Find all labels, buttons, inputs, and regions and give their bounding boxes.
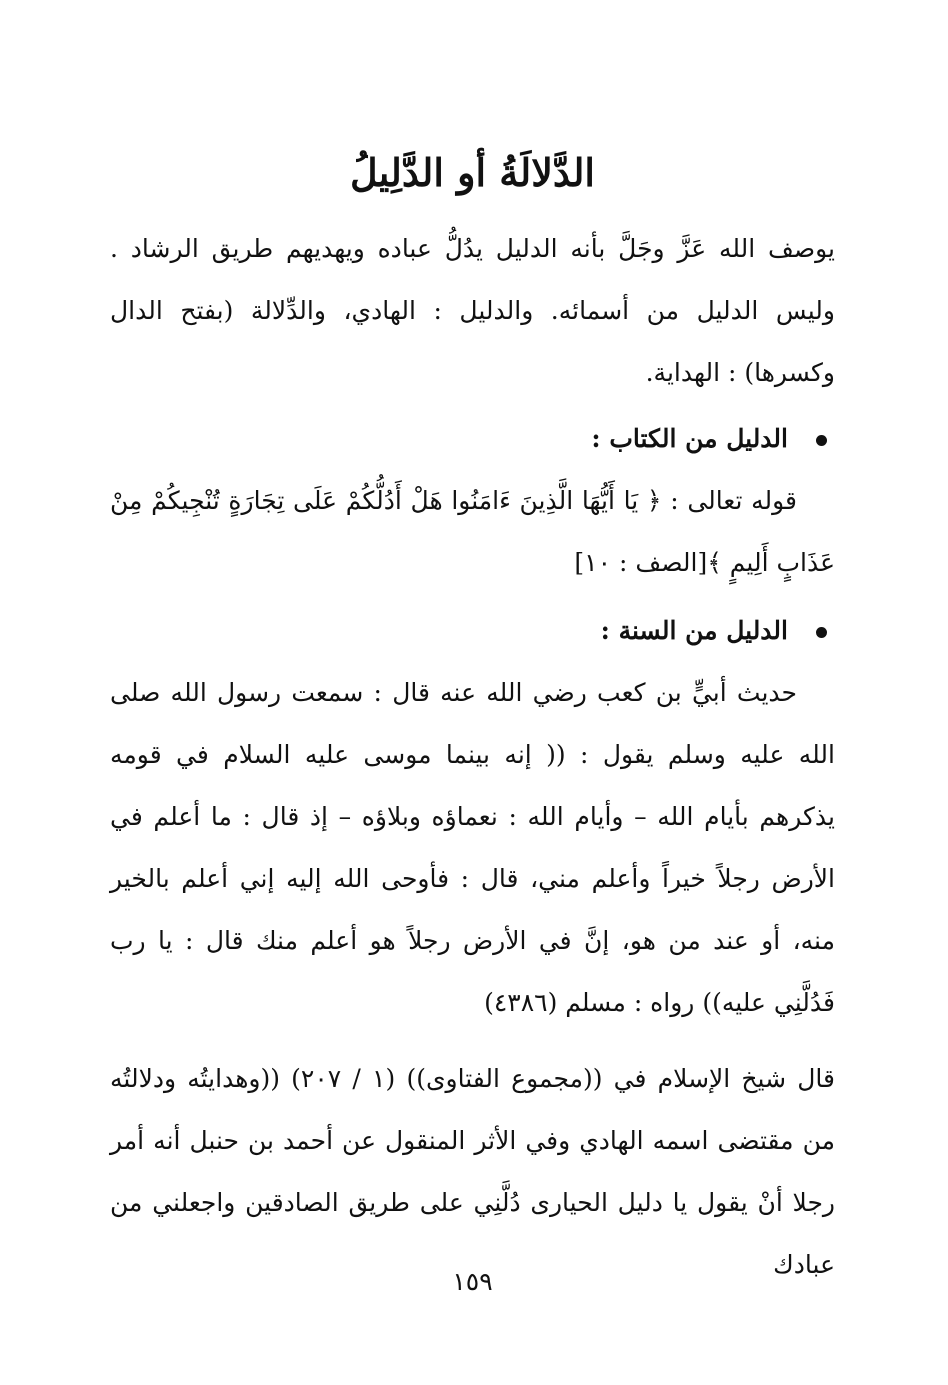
intro-paragraph: يوصف الله عَزَّ وجَلَّ بأنه الدليل يدُلُّ عباده ويهديهم طريق الرشاد . وليس الدليل من أسمائه. والدليل : الهادي، والدِّلالة (بفتح الدال وكسرها) : الهداية. [110,234,835,387]
page-title: الدَّلالَةُ أو الدَّلِيلُ [350,150,595,195]
quote-paragraph: قال شيخ الإسلام في ((مجموع الفتاوى)) (١ / ٢٠٧) ((وهدايتُه ودلالتُه من مقتضى اسمه الهادي وفي الأثر المنقول عن أحمد بن حنبل أنه أمر رجلا أنْ يقول يا دليل الحيارى دُلَّنِي على طريق الصادقين واجعلني من عبادك [110,1064,835,1279]
quran-heading-text: الدليل من الكتاب : [591,424,788,453]
bullet-icon [816,435,827,446]
page-number: ١٥٩ [452,1267,493,1296]
hadith-paragraph: حديث أبيٍّ بن كعب رضي الله عنه قال : سمعت رسول الله صلى الله عليه وسلم يقول : (( إنه بينما موسى عليه السلام في قومه يذكرهم بأيام الله – وأيام الله : نعماؤه وبلاؤه – إذ قال : ما أعلم في الأرض رجلاً خيراً وأعلم مني، قال : فأوحى الله إليه إني أعلم بالخير منه، أو عند من هو، إنَّ في الأرض رجلاً هو أعلم منك قال : يا رب فَدُلَّنِي عليه)) رواه : مسلم (٤٣٨٦) [110,678,835,1017]
quran-section-heading [110,408,835,470]
quran-verse-paragraph: قوله تعالى : ﴿ يَا أَيُّهَا الَّذِينَ ءَامَنُوا هَلْ أَدُلُّكُمْ عَلَى تِجَارَةٍ تُنْجِيكُمْ مِنْ عَذَابٍ أَلِيمٍ ﴾[الصف : ١٠] [110,486,835,577]
sunnah-heading-text: الدليل من السنة : [600,616,788,645]
bullet-icon [816,627,827,638]
book-page [110,0,835,1385]
sunnah-section-heading [110,600,835,662]
